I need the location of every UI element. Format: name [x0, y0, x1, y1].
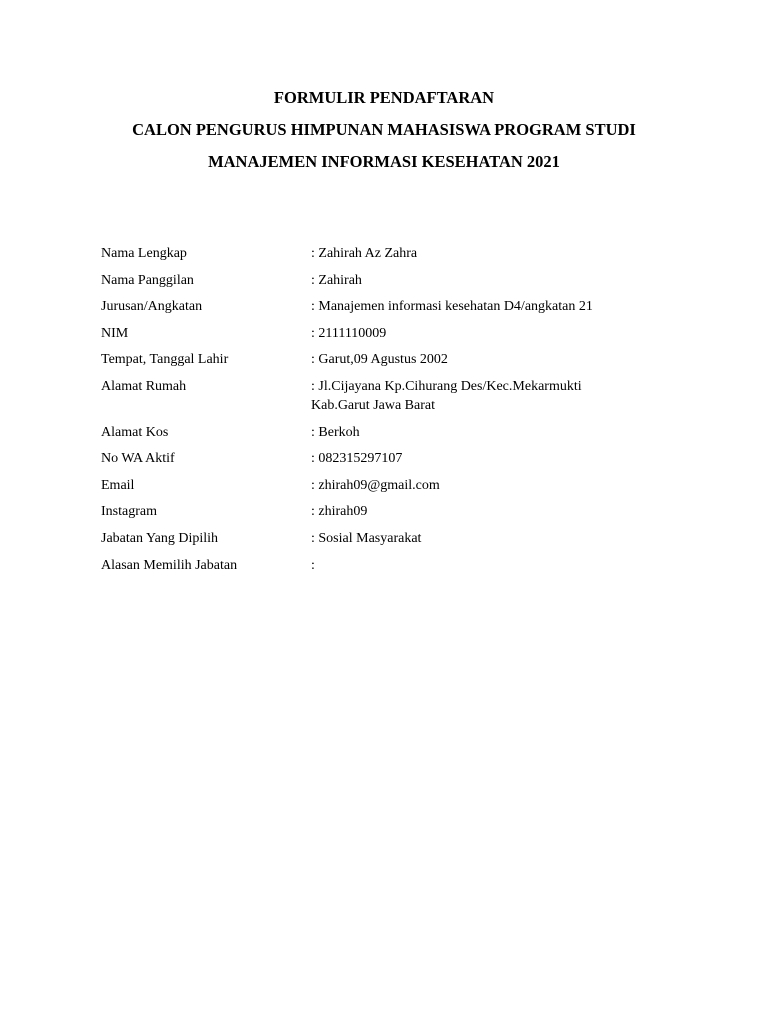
field-jabatan-yang-dipilih: [101, 529, 721, 548]
field-value: [311, 502, 721, 521]
field-alamat-kos: [101, 423, 721, 442]
field-nama-panggilan: [101, 271, 721, 290]
field-value: [311, 324, 721, 343]
title-line-1: FORMULIR PENDAFTARAN: [273, 88, 495, 107]
field-alamat-rumah: [101, 377, 721, 415]
field-value-line: : zhirah09@gmail.com: [311, 477, 440, 493]
field-value-line: : zhirah09: [311, 504, 368, 520]
field-value-line: : Sosial Masyarakat: [311, 530, 422, 546]
field-email: [101, 476, 721, 495]
field-value: [311, 350, 721, 369]
field-nama-lengkap: [101, 244, 721, 263]
field-label: Nama Panggilan: [101, 272, 194, 288]
field-value: [311, 244, 721, 263]
field-nim: [101, 324, 721, 343]
field-value-line: : Zahirah: [311, 272, 362, 288]
title-line-3: MANAJEMEN INFORMASI KESEHATAN 2021: [208, 152, 560, 171]
field-value: [311, 297, 721, 316]
form-title: [0, 86, 768, 182]
field-value-line: : Berkoh: [311, 424, 360, 440]
field-value: [311, 476, 721, 495]
title-line-2: CALON PENGURUS HIMPUNAN MAHASISWA PROGRAM STUDI: [132, 120, 636, 139]
field-value: [311, 556, 721, 575]
field-value: [311, 529, 721, 548]
field-label: Email: [101, 477, 135, 493]
field-label: NIM: [101, 325, 129, 341]
field-value: [311, 377, 721, 415]
field-value-line: :: [311, 557, 315, 573]
field-label: Instagram: [101, 504, 157, 520]
field-label: Jabatan Yang Dipilih: [101, 530, 219, 546]
field-value: [311, 271, 721, 290]
field-alasan-memilih-jabatan: [101, 556, 721, 575]
field-tempat-tanggal-lahir: [101, 350, 721, 369]
field-value-line: Kab.Garut Jawa Barat: [311, 397, 436, 413]
field-jurusan-angkatan: [101, 297, 721, 316]
field-no-wa-aktif: [101, 449, 721, 468]
field-value-line: : Manajemen informasi kesehatan D4/angkatan 21: [311, 299, 593, 315]
field-instagram: [101, 502, 721, 521]
field-value-line: : 082315297107: [311, 451, 403, 467]
field-label: Tempat, Tanggal Lahir: [101, 352, 229, 368]
field-value-line: : Zahirah Az Zahra: [311, 246, 418, 261]
field-value-line: : Garut,09 Agustus 2002: [311, 352, 448, 368]
field-label: Alamat Rumah: [101, 378, 187, 394]
field-value-line: : Jl.Cijayana Kp.Cihurang Des/Kec.Mekarmukti: [311, 378, 582, 394]
field-value: [311, 423, 721, 442]
field-label: Jurusan/Angkatan: [101, 299, 203, 315]
field-label: Alamat Kos: [101, 424, 169, 440]
field-label: Nama Lengkap: [101, 246, 187, 261]
field-label: No WA Aktif: [101, 451, 175, 467]
field-label: Alasan Memilih Jabatan: [101, 557, 238, 573]
field-value: [311, 449, 721, 468]
field-value-line: : 2111110009: [311, 325, 387, 341]
form-fields: [101, 244, 721, 582]
